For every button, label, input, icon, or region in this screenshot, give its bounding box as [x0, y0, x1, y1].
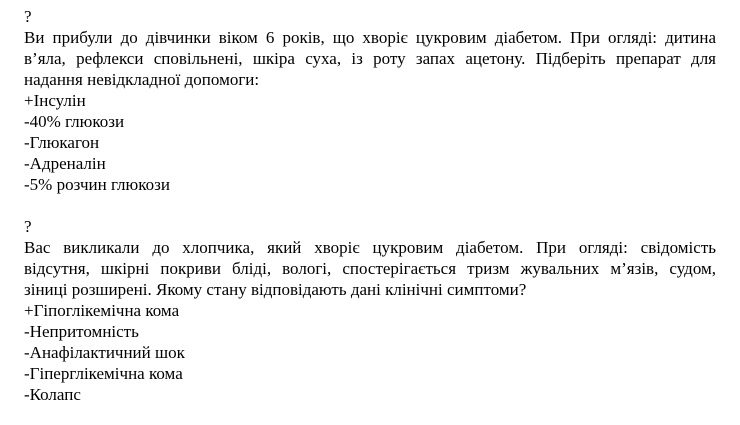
answer-option: -Адреналін	[24, 154, 106, 173]
question-text-line: надання невідкладної допомоги:	[24, 70, 260, 89]
answer-option: -Колапс	[24, 385, 81, 404]
question-text-line: відсутня, шкірні покриви бліді, вологі, спостерігається тризм жувальних м’язів, судом,	[24, 259, 716, 278]
answer-option: -Непритомність	[24, 322, 139, 341]
question-text-line: в’яла, рефлекси сповільнені, шкіра суха, із роту запах ацетону. Підберіть препарат для	[24, 49, 716, 68]
answer-option: -5% розчин глюкози	[24, 175, 170, 194]
question-marker: ?	[24, 217, 32, 236]
answer-option: -Гіперглікемічна кома	[24, 364, 183, 383]
document-page	[24, 6, 716, 405]
answer-option-correct: +Інсулін	[24, 91, 86, 110]
answer-option: -40% глюкози	[24, 112, 125, 131]
question-text-line: Вас викликали до хлопчика, який хворіє цукровим діабетом. При огляді: свідомість	[24, 238, 716, 257]
question-text-line: Ви прибули до дівчинки віком 6 років, що хворіє цукровим діабетом. При огляді: дитина	[24, 28, 716, 47]
question-2	[24, 216, 716, 405]
answer-option: -Глюкагон	[24, 133, 100, 152]
question-1	[24, 6, 716, 195]
question-marker: ?	[24, 7, 32, 26]
question-text-line: зіниці розширені. Якому стану відповідають дані клінічні симптоми?	[24, 280, 527, 299]
answer-option: -Анафілактичний шок	[24, 343, 185, 362]
answer-option-correct: +Гіпоглікемічна кома	[24, 301, 180, 320]
